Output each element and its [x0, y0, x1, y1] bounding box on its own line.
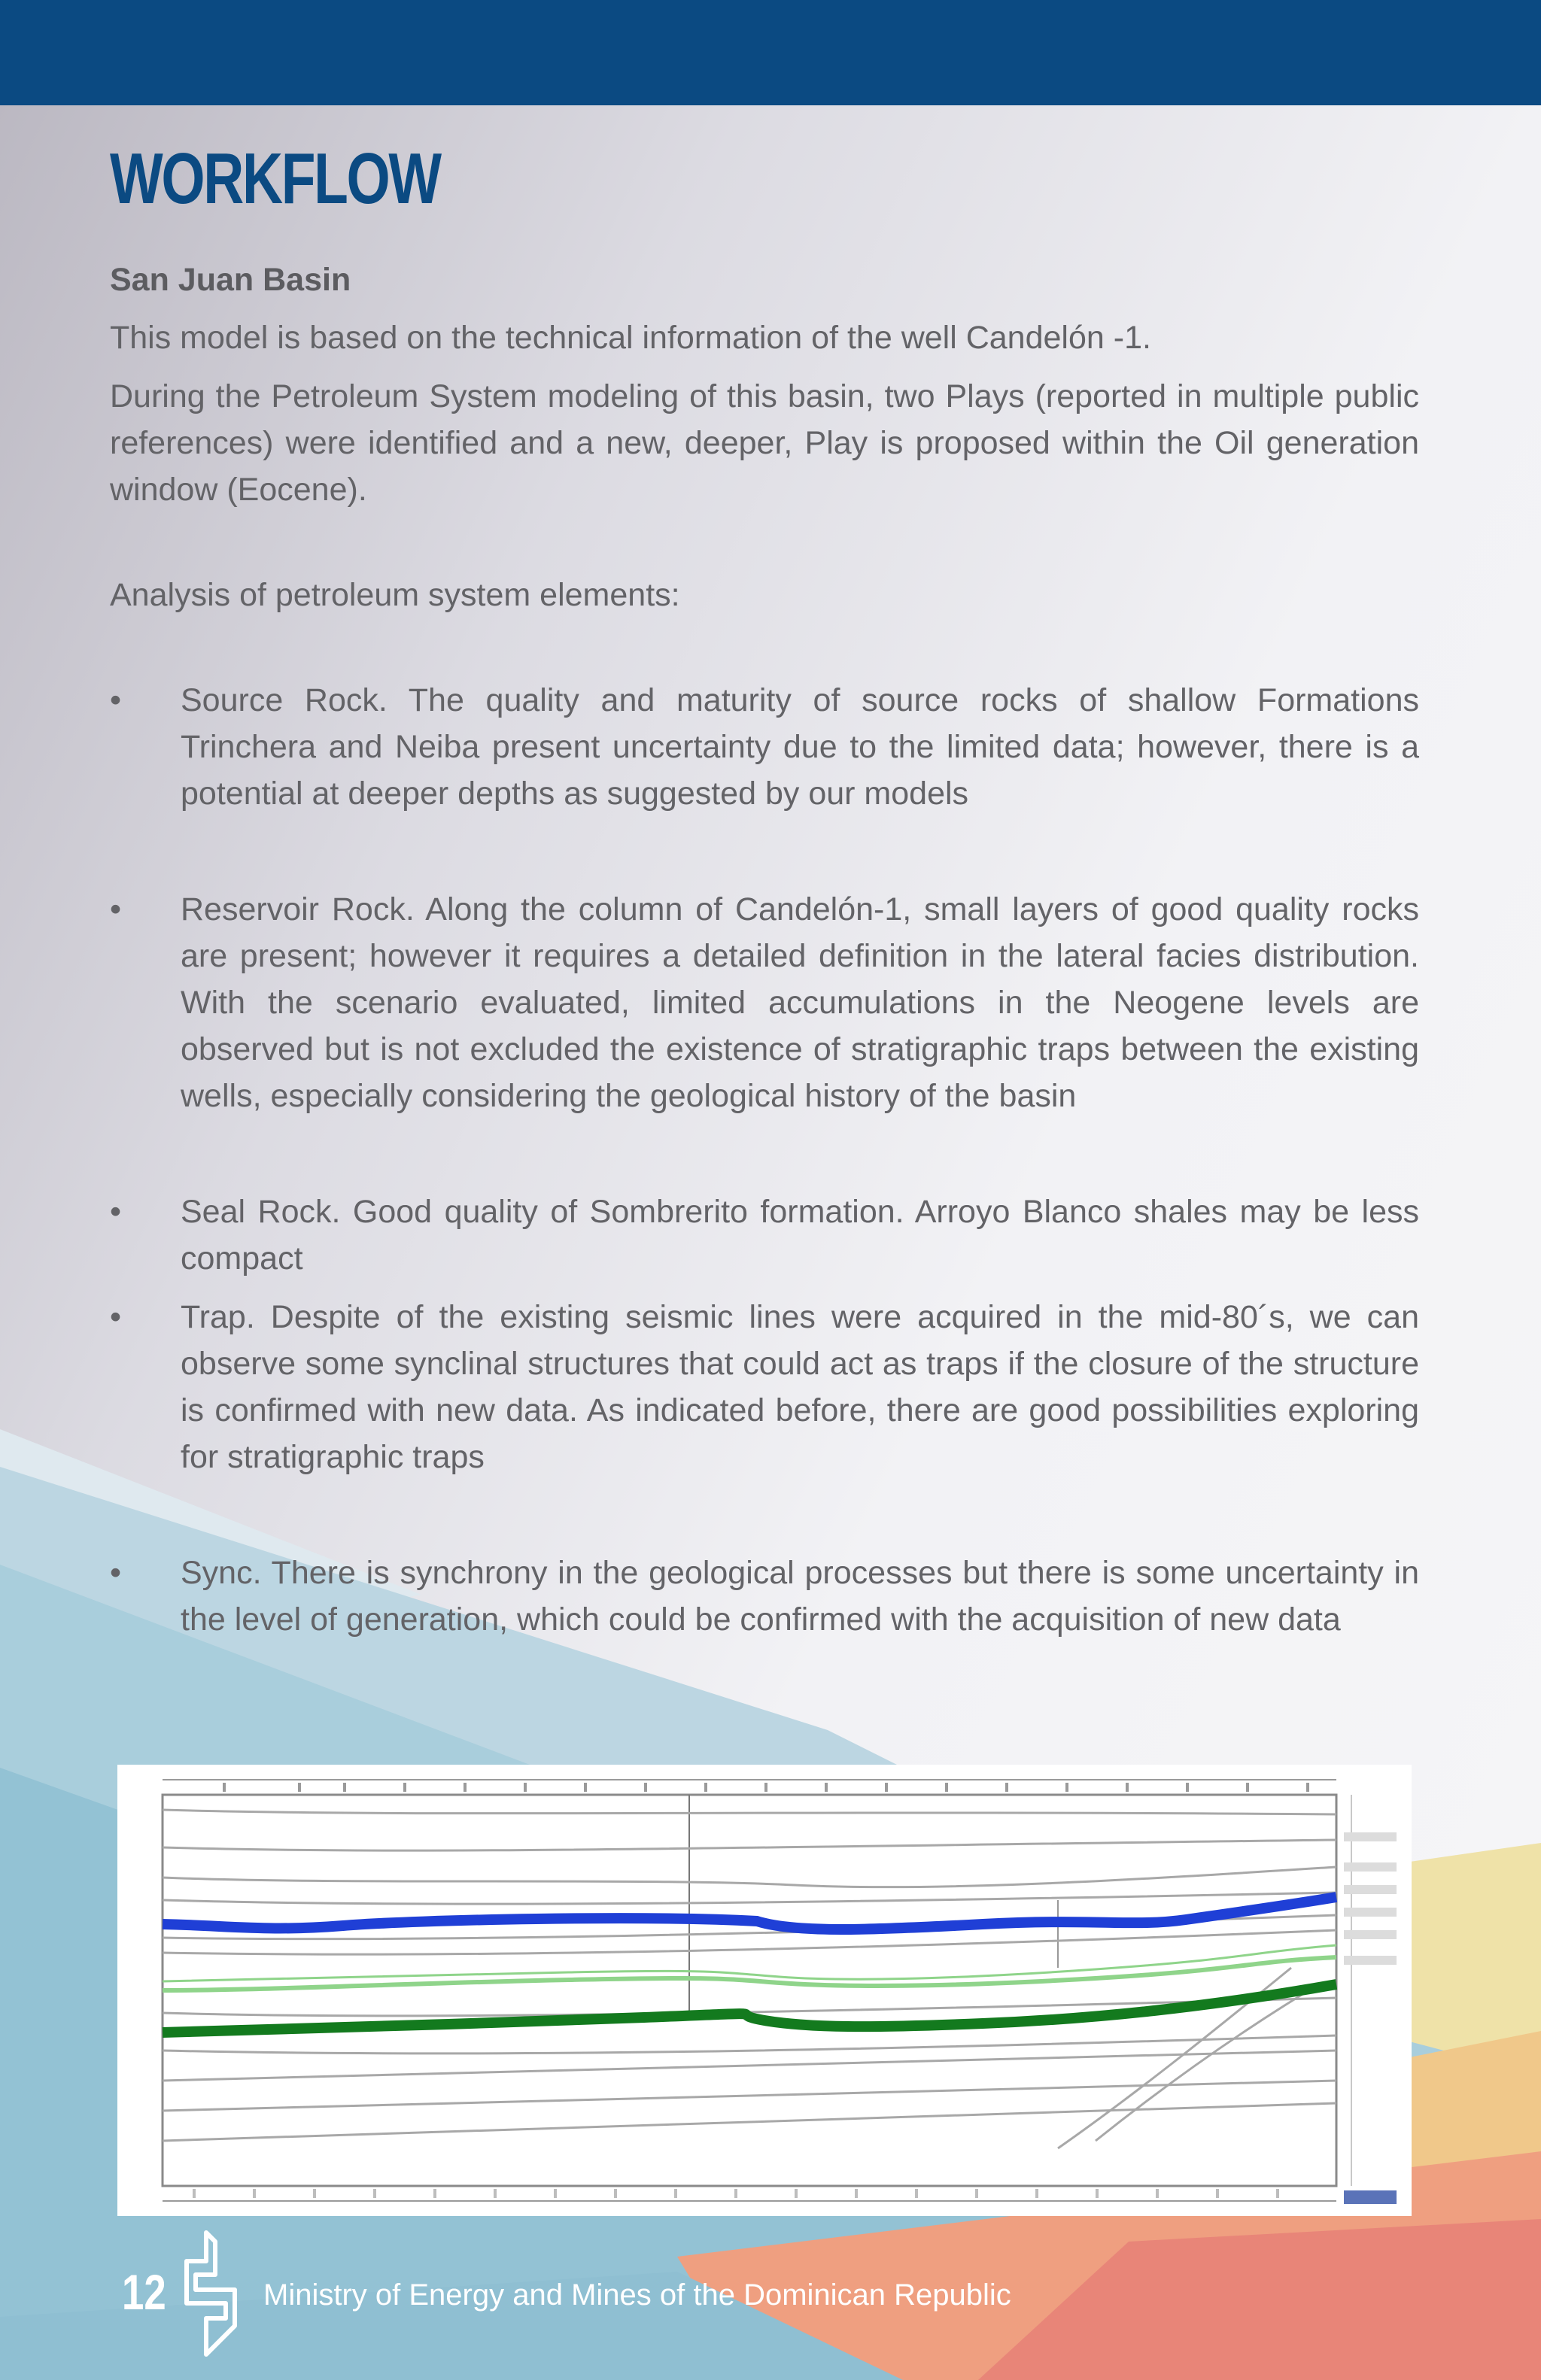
bullet-icon: •	[110, 1555, 122, 1591]
list-item-text: Reservoir Rock. Along the column of Candelón-1, small layers of good quality rocks are present; however it requires a detailed definition in the lateral facies distribution. With the scenario evaluated, limited accumulations in the Neogene levels are observed but is not excluded the existence of stratigraphic traps between the existing wells, especially considering the geological history of the basin	[181, 891, 1419, 1114]
bullet-icon: •	[110, 682, 122, 718]
elements-list	[110, 677, 1419, 1643]
ministry-logo-icon	[176, 2230, 244, 2357]
list-item	[110, 677, 1419, 817]
list-item-text: Source Rock. The quality and maturity of source rocks of shallow Formations Trinchera and Neiba present uncertainty due to the limited data; however, there is a potential at deeper depths as suggested by our models	[181, 682, 1419, 812]
footer-publisher: Ministry of Energy and Mines of the Dominican Republic	[263, 2278, 1011, 2312]
list-item	[110, 1188, 1419, 1282]
page-content	[110, 140, 1419, 1643]
bullet-icon: •	[110, 891, 122, 927]
list-item-text: Seal Rock. Good quality of Sombrerito formation. Arroyo Blanco shales may be less compact	[181, 1194, 1419, 1277]
intro-paragraph: This model is based on the technical information of the well Candelón -1.	[110, 320, 1151, 356]
analysis-heading: Analysis of petroleum system elements:	[110, 577, 680, 613]
bullet-icon: •	[110, 1299, 122, 1335]
list-item	[110, 886, 1419, 1119]
page-number: 12	[122, 2264, 166, 2320]
intro-paragraph: During the Petroleum System modeling of this basin, two Plays (reported in multiple public references) were identified and a new, deeper, Play is proposed within the Oil generation window (Eocene).	[110, 378, 1419, 508]
cross-section-drawing	[117, 1765, 1412, 2216]
cross-section-figure	[117, 1765, 1412, 2216]
list-item-text: Trap. Despite of the existing seismic lines were acquired in the mid-80´s, we can observe some synclinal structures that could act as traps if the closure of the structure is confirmed with new data. As indicated before, there are good possibilities exploring for stratigraphic traps	[181, 1299, 1419, 1475]
list-item-text: Sync. There is synchrony in the geological processes but there is some uncertainty in the level of generation, which could be confirmed with the acquisition of new data	[181, 1555, 1419, 1638]
list-item	[110, 1294, 1419, 1480]
header-bar	[0, 0, 1541, 105]
page-title: WORKFLOW	[110, 138, 440, 219]
section-subtitle: San Juan Basin	[110, 262, 351, 298]
list-item	[110, 1550, 1419, 1643]
bullet-icon: •	[110, 1194, 122, 1230]
